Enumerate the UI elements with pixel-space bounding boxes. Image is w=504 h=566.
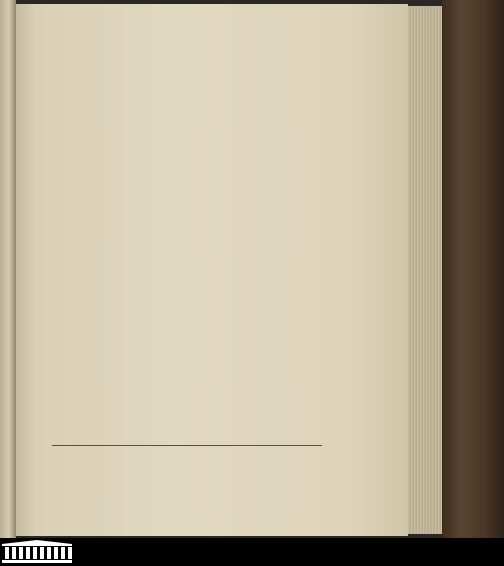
- page-stack-edges: [408, 6, 442, 534]
- library-building-logo-icon: [2, 540, 74, 564]
- book-fore-edge: [442, 0, 504, 538]
- book-page: [16, 4, 408, 536]
- footnote-rule: [52, 445, 322, 446]
- left-page-edge: [0, 0, 16, 538]
